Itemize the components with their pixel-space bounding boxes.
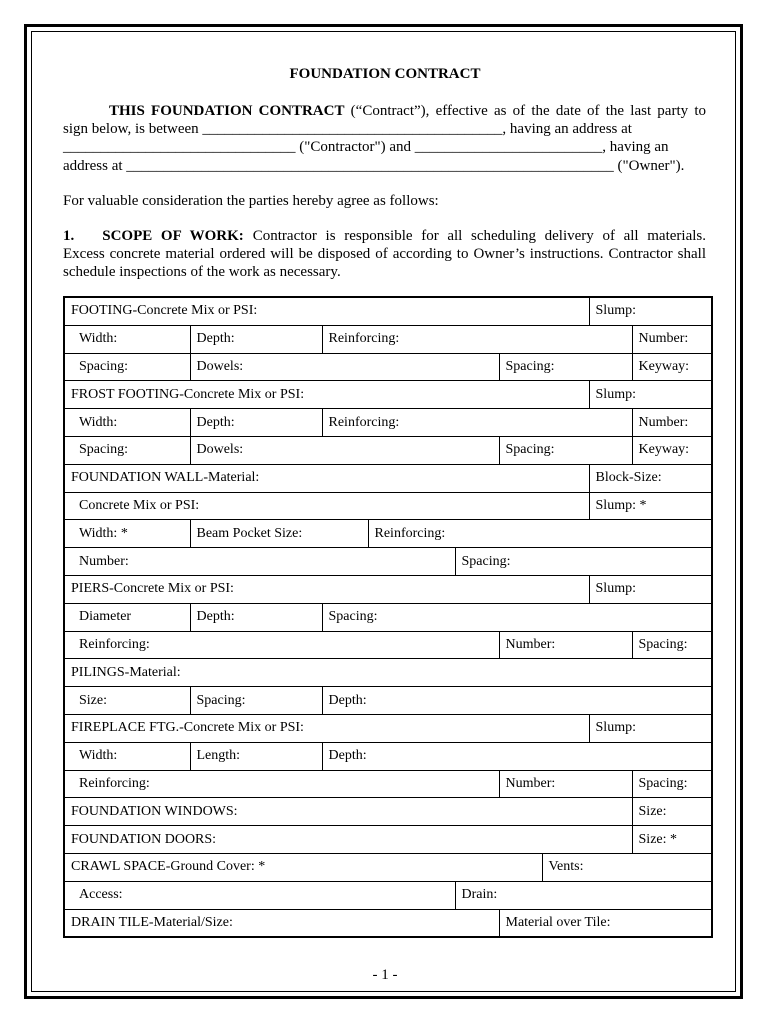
table-row: [64, 436, 712, 464]
table-row: [64, 297, 712, 325]
footing-mix-cell[interactable]: FOOTING-Concrete Mix or PSI:: [64, 297, 589, 325]
section-1-line-1-rest: Contractor is responsible for all scheduling delivery of all materials.: [252, 228, 706, 244]
wall-material-cell[interactable]: FOUNDATION WALL-Material:: [64, 464, 589, 492]
wall-mix-cell[interactable]: Concrete Mix or PSI:: [64, 492, 589, 520]
fireplace-depth-cell[interactable]: Depth:: [322, 742, 712, 770]
table-row: [64, 520, 712, 548]
intro-line-1-rest: (“Contract”), effective as of the date of the last party to: [344, 103, 706, 119]
fireplace-mix-cell[interactable]: FIREPLACE FTG.-Concrete Mix or PSI:: [64, 714, 589, 742]
footing-spacing-cell[interactable]: Spacing:: [64, 353, 190, 381]
table-row: [64, 798, 712, 826]
frost-keyway-cell[interactable]: Keyway:: [632, 436, 712, 464]
doors-size-cell[interactable]: Size: *: [632, 826, 712, 854]
frost-slump-cell[interactable]: Slump:: [589, 381, 712, 409]
footing-number-cell[interactable]: Number:: [632, 325, 712, 353]
piers-spacing-cell[interactable]: Spacing:: [322, 603, 712, 631]
material-over-tile-cell[interactable]: Material over Tile:: [499, 909, 712, 937]
fireplace-number-cell[interactable]: Number:: [499, 770, 632, 798]
section-1-line-3: schedule inspections of the work as necessary.: [63, 264, 341, 280]
table-row: [64, 659, 712, 687]
footing-keyway-cell[interactable]: Keyway:: [632, 353, 712, 381]
piers-depth-cell[interactable]: Depth:: [190, 603, 322, 631]
page-number: - 1 -: [372, 967, 398, 983]
table-row: [64, 603, 712, 631]
fireplace-width-cell[interactable]: Width:: [64, 742, 190, 770]
fireplace-length-cell[interactable]: Length:: [190, 742, 322, 770]
table-row: [64, 881, 712, 909]
crawl-drain-cell[interactable]: Drain:: [455, 881, 712, 909]
drain-tile-cell[interactable]: DRAIN TILE-Material/Size:: [64, 909, 499, 937]
doors-cell[interactable]: FOUNDATION DOORS:: [64, 826, 632, 854]
wall-spacing-cell[interactable]: Spacing:: [455, 548, 712, 576]
table-row: [64, 770, 712, 798]
table-row: [64, 381, 712, 409]
fireplace-reinforcing-cell[interactable]: Reinforcing:: [64, 770, 499, 798]
table-row: [64, 492, 712, 520]
intro-bold-lead: THIS FOUNDATION CONTRACT: [109, 103, 345, 119]
intro-line-4: address at _________________________________________________________________ ("Owner").: [63, 158, 685, 174]
table-row: [64, 353, 712, 381]
table-row: [64, 548, 712, 576]
table-row: [64, 631, 712, 659]
section-1-line-1: [63, 227, 706, 245]
footing-reinforcing-cell[interactable]: Reinforcing:: [322, 325, 632, 353]
table-row: [64, 853, 712, 881]
crawl-vents-cell[interactable]: Vents:: [542, 853, 712, 881]
intro-line-1: [63, 102, 706, 120]
wall-width-cell[interactable]: Width: *: [64, 520, 190, 548]
fireplace-slump-cell[interactable]: Slump:: [589, 714, 712, 742]
windows-cell[interactable]: FOUNDATION WINDOWS:: [64, 798, 632, 826]
frost-spacing-cell[interactable]: Spacing:: [64, 436, 190, 464]
footing-dowels-cell[interactable]: Dowels:: [190, 353, 499, 381]
piers-rebar-spacing-cell[interactable]: Spacing:: [632, 631, 712, 659]
fireplace-spacing-cell[interactable]: Spacing:: [632, 770, 712, 798]
intro-line-3: _______________________________ ("Contractor") and _________________________, having an: [63, 139, 669, 155]
table-row: [64, 826, 712, 854]
footing-depth-cell[interactable]: Depth:: [190, 325, 322, 353]
footing-slump-cell[interactable]: Slump:: [589, 297, 712, 325]
pilings-depth-cell[interactable]: Depth:: [322, 687, 712, 715]
wall-beam-pocket-cell[interactable]: Beam Pocket Size:: [190, 520, 368, 548]
section-1-heading: SCOPE OF WORK:: [102, 228, 244, 244]
table-row: [64, 409, 712, 437]
foundation-spec-table: [63, 296, 713, 938]
frost-width-cell[interactable]: Width:: [64, 409, 190, 437]
frost-dowel-spacing-cell[interactable]: Spacing:: [499, 436, 632, 464]
section-1-number: 1.: [63, 228, 75, 244]
frost-reinforcing-cell[interactable]: Reinforcing:: [322, 409, 632, 437]
table-row: [64, 909, 712, 937]
footing-width-cell[interactable]: Width:: [64, 325, 190, 353]
table-row: [64, 687, 712, 715]
document-title: FOUNDATION CONTRACT: [289, 66, 481, 82]
wall-block-size-cell[interactable]: Block-Size:: [589, 464, 712, 492]
pilings-spacing-cell[interactable]: Spacing:: [190, 687, 322, 715]
piers-diameter-cell[interactable]: Diameter: [64, 603, 190, 631]
table-row: [64, 325, 712, 353]
frost-mix-cell[interactable]: FROST FOOTING-Concrete Mix or PSI:: [64, 381, 589, 409]
wall-slump-cell[interactable]: Slump: *: [589, 492, 712, 520]
piers-slump-cell[interactable]: Slump:: [589, 575, 712, 603]
crawl-access-cell[interactable]: Access:: [64, 881, 455, 909]
table-row: [64, 742, 712, 770]
windows-size-cell[interactable]: Size:: [632, 798, 712, 826]
frost-depth-cell[interactable]: Depth:: [190, 409, 322, 437]
pilings-material-cell[interactable]: PILINGS-Material:: [64, 659, 712, 687]
table-row: [64, 575, 712, 603]
frost-number-cell[interactable]: Number:: [632, 409, 712, 437]
table-row: [64, 714, 712, 742]
intro-line-2: sign below, is between ________________________________________, having an address at: [63, 121, 632, 137]
crawl-space-cell[interactable]: CRAWL SPACE-Ground Cover: *: [64, 853, 542, 881]
piers-mix-cell[interactable]: PIERS-Concrete Mix or PSI:: [64, 575, 589, 603]
frost-dowels-cell[interactable]: Dowels:: [190, 436, 499, 464]
table-row: [64, 464, 712, 492]
pilings-size-cell[interactable]: Size:: [64, 687, 190, 715]
wall-number-cell[interactable]: Number:: [64, 548, 455, 576]
section-1-line-2: Excess concrete material ordered will be disposed of according to Owner’s instructions. Contractor shall: [63, 246, 706, 262]
consideration-text: For valuable consideration the parties hereby agree as follows:: [63, 193, 439, 209]
piers-reinforcing-cell[interactable]: Reinforcing:: [64, 631, 499, 659]
piers-number-cell[interactable]: Number:: [499, 631, 632, 659]
wall-reinforcing-cell[interactable]: Reinforcing:: [368, 520, 712, 548]
footing-dowel-spacing-cell[interactable]: Spacing:: [499, 353, 632, 381]
